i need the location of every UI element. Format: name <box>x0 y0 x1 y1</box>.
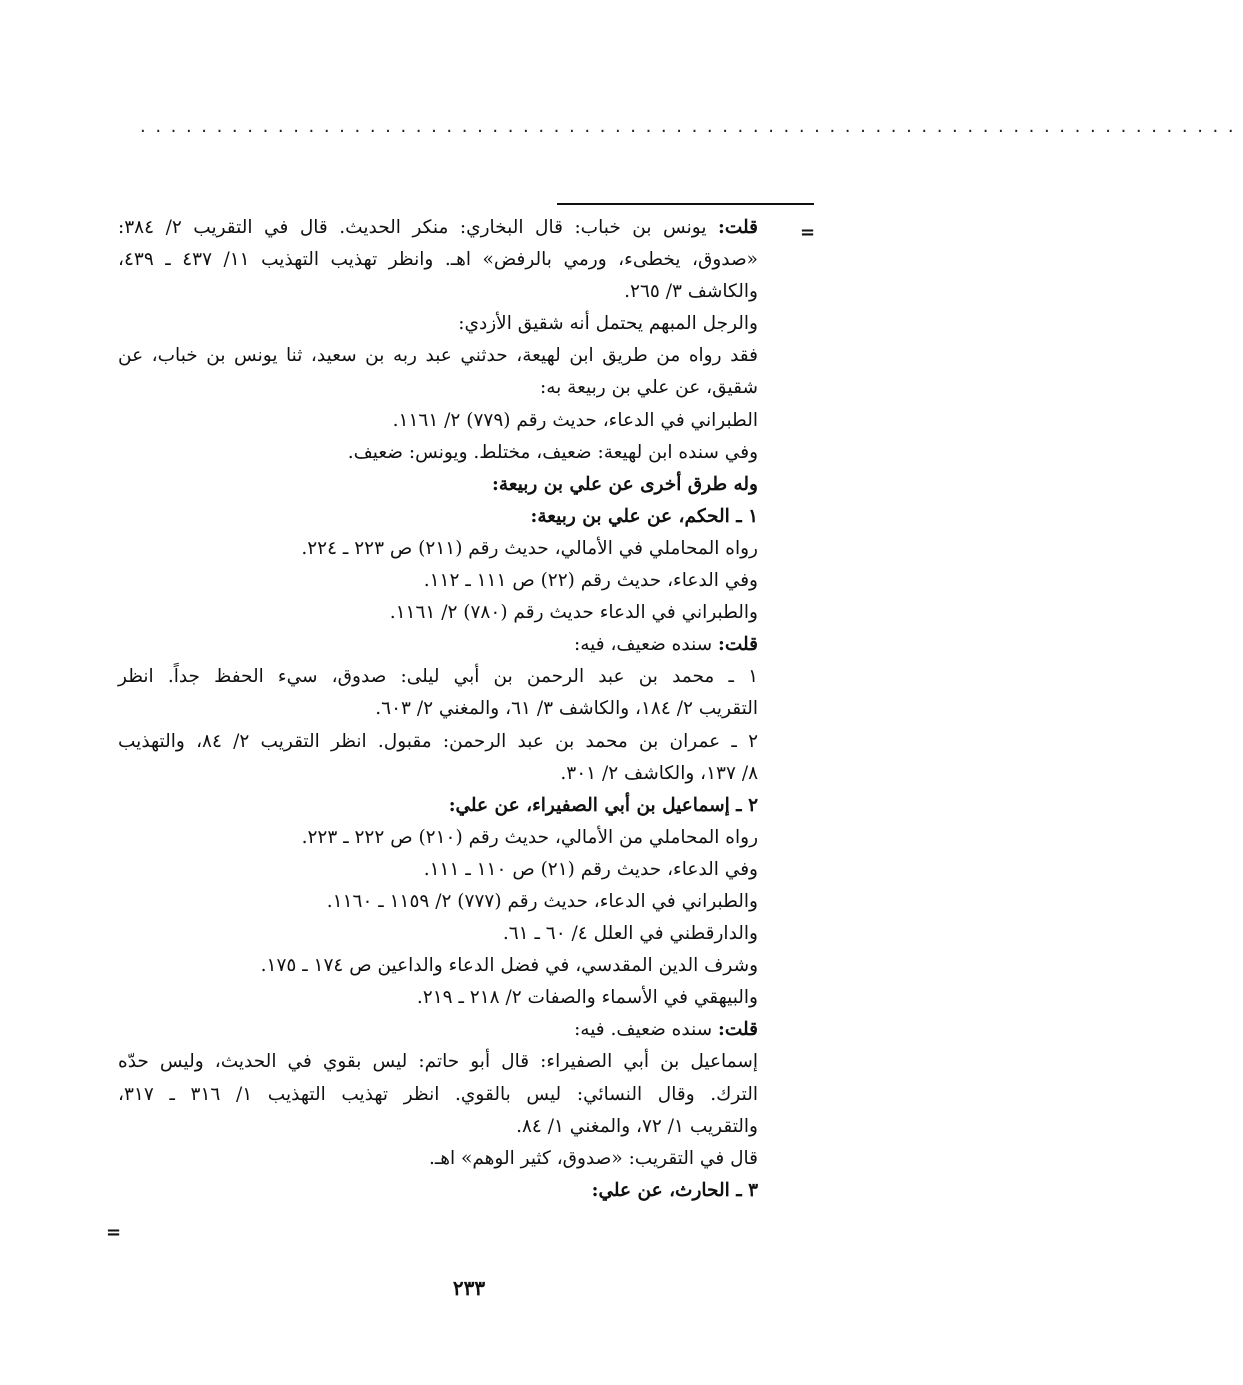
text-line: ٨/ ١٣٧، والكاشف ٢/ ٣٠١. <box>560 762 758 784</box>
text-line: والطبراني في الدعاء، حديث رقم (٧٧٧) ٢/ ١١٥٩ ـ ١١٦٠. <box>326 890 758 912</box>
text-line: قال في التقريب: «صدوق، كثير الوهم» اهـ. <box>428 1147 758 1169</box>
text-line: ١ ـ محمد بن عبد الرحمن بن أبي ليلى: صدوق، سيء الحفظ جداً. انظر <box>118 666 758 688</box>
text-line: قلت: يونس بن خباب: قال البخاري: منكر الحديث. قال في التقريب ٢/ ٣٨٤: <box>118 217 758 238</box>
text-line: والكاشف ٣/ ٢٦٥. <box>624 281 758 303</box>
text-line: والطبراني في الدعاء حديث رقم (٧٨٠) ٢/ ١١٦١. <box>389 602 758 624</box>
text-line: وشرف الدين المقدسي، في فضل الدعاء والداعين ص ١٧٤ ـ ١٧٥. <box>260 955 758 977</box>
text-line: فقد رواه من طريق ابن لهيعة، حدثني عبد ربه بن سعيد، ثنا يونس بن خباب، عن <box>118 345 758 367</box>
text-line: والرجل المبهم يحتمل أنه شقيق الأزدي: <box>458 313 758 335</box>
text-line: والبيهقي في الأسماء والصفات ٢/ ٢١٨ ـ ٢١٩. <box>416 987 758 1009</box>
text-line: وفي سنده ابن لهيعة: ضعيف، مختلط. ويونس: ضعيف. <box>347 441 758 463</box>
section-heading: وله طرق أخرى عن علي بن ربيعة: <box>492 473 758 495</box>
section-heading: ١ ـ الحكم، عن علي بن ربيعة: <box>530 505 758 527</box>
footnote-text <box>118 212 758 1207</box>
text-line: قلت: سنده ضعيف، فيه: <box>573 634 758 656</box>
section-heading: ٣ ـ الحارث، عن علي: <box>591 1179 758 1201</box>
page-number: ٢٣٣ <box>452 1276 486 1300</box>
text-line: الترك. وقال النسائي: ليس بالقوي. انظر تهذيب التهذيب ١/ ٣١٦ ـ ٣١٧، <box>118 1083 758 1105</box>
text-line: شقيق، عن علي بن ربيعة به: <box>540 377 758 399</box>
text-line: «صدوق، يخطىء، ورمي بالرفض» اهـ. وانظر تهذيب التهذيب ١١/ ٤٣٧ ـ ٤٣٩، <box>118 249 758 271</box>
text-line: ٢ ـ عمران بن محمد بن عبد الرحمن: مقبول. انظر التقريب ٢/ ٨٤، والتهذيب <box>118 730 758 752</box>
continuation-mark-top: = <box>800 222 816 243</box>
text-line: رواه المحاملي من الأمالي، حديث رقم (٢١٠) ص ٢٢٢ ـ ٢٢٣. <box>301 826 758 848</box>
text-line: التقريب ٢/ ١٨٤، والكاشف ٣/ ٦١، والمغني ٢/ ٦٠٣. <box>375 698 758 720</box>
section-heading: ٢ ـ إسماعيل بن أبي الصفيراء، عن علي: <box>448 794 758 816</box>
footnote-rule <box>557 203 814 205</box>
text-line: قلت: سنده ضعيف. فيه: <box>574 1019 758 1041</box>
separator-dots: ........................................................................ <box>140 116 1243 137</box>
text-line: وفي الدعاء، حديث رقم (٢١) ص ١١٠ ـ ١١١. <box>423 858 758 880</box>
text-line: وفي الدعاء، حديث رقم (٢٢) ص ١١١ ـ ١١٢. <box>423 570 758 592</box>
text-line: الطبراني في الدعاء، حديث رقم (٧٧٩) ٢/ ١١٦١. <box>392 409 758 431</box>
text-line: والدارقطني في العلل ٤/ ٦٠ ـ ٦١. <box>502 923 758 945</box>
continuation-mark-bottom: = <box>106 1222 122 1243</box>
text-line: إسماعيل بن أبي الصفيراء: قال أبو حاتم: ليس بقوي في الحديث، وليس حدّه <box>118 1051 758 1073</box>
text-line: والتقريب ١/ ٧٢، والمغني ١/ ٨٤. <box>516 1115 758 1137</box>
text-line: رواه المحاملي في الأمالي، حديث رقم (٢١١) ص ٢٢٣ ـ ٢٢٤. <box>301 537 758 559</box>
